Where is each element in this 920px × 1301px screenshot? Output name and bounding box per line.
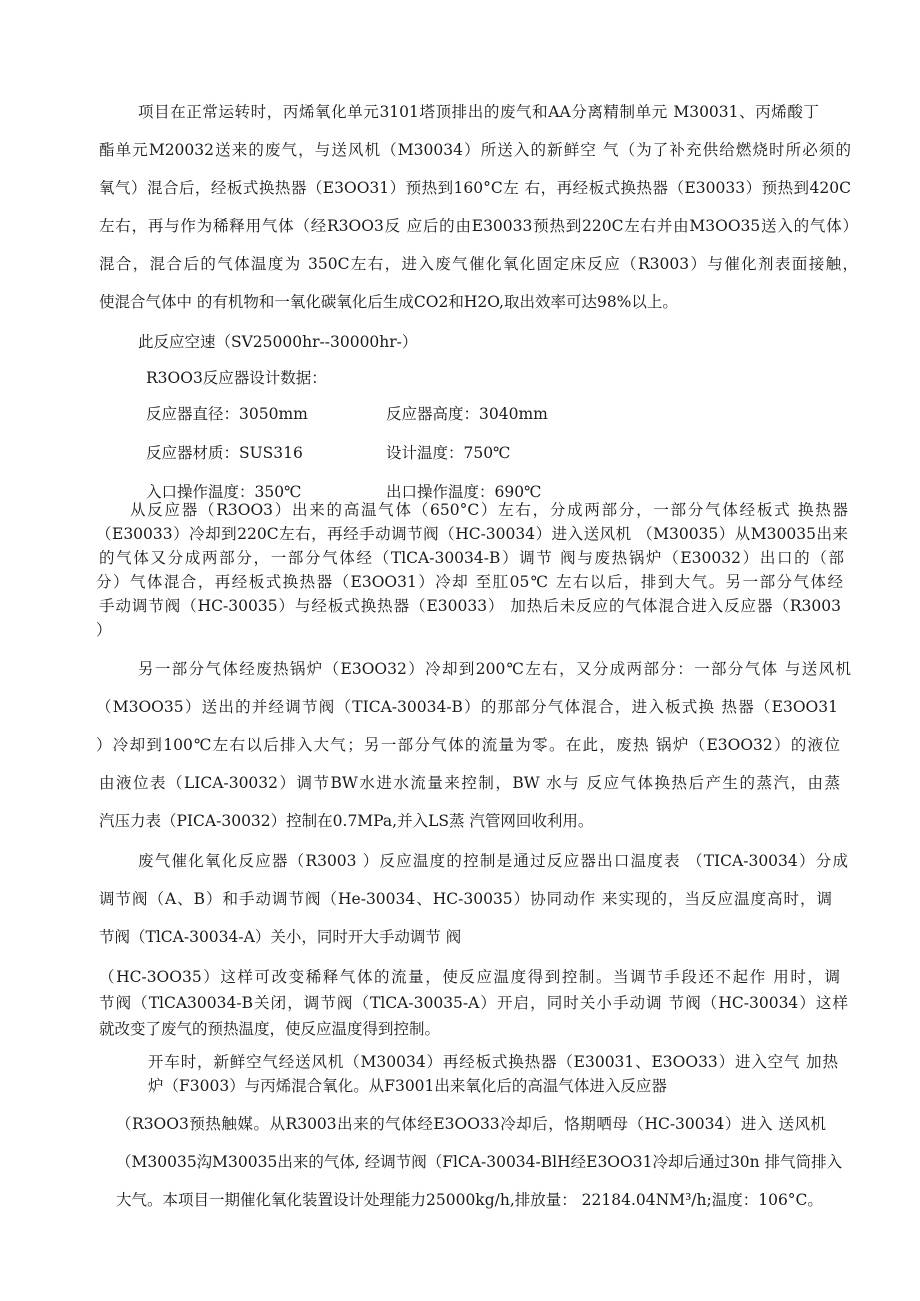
design-inlet-temperature: 入口操作温度：350℃	[146, 483, 302, 501]
text-line: 大气。本项目一期催化氧化装置设计处理能力25000kg/h,排放量： 22184.04NM³/h;温度：106°C。	[116, 1191, 823, 1209]
text-line: （M30035沟M30035出来的气体, 经调节阀（FlCA-30034-BlH经E3OO31冷却后通过30n 排气筒排入	[116, 1153, 843, 1171]
text-line: 酯单元M20032送来的废气，与送风机（M30034）所送入的新鲜空 气（为了补充供给燃烧时所必须的	[99, 141, 851, 159]
design-outlet-temperature: 出口操作温度：690℃	[386, 483, 542, 501]
text-line: 氧气）混合后，经板式换热器（E3OO31）预热到160°C左 右，再经板式换热器（E30033）预热到420C	[99, 179, 851, 197]
text-line: 的气体又分成两部分，一部分气体经（TlCA-30034-B）调节 阀与废热锅炉（E30032）出口的（部	[99, 549, 844, 567]
text-line: 就改变了废气的预热温度，使反应温度得到控制。	[99, 1020, 441, 1038]
text-line: （HC-3OO35）这样可改变稀释气体的流量，使反应温度得到控制。当调节手段还不起作 用时，调	[99, 968, 840, 986]
text-line: 由液位表（LICA-30032）调节BW水进水流量来控制，BW 水与 反应气体换热后产生的蒸汽，由蒸	[99, 774, 840, 792]
text-line: 另一部分气体经废热锅炉（E3OO32）冷却到200℃左右，又分成两部分：一部分气体 与送风机	[138, 660, 851, 678]
design-reactor-diameter: 反应器直径：3050mm	[146, 405, 308, 423]
text-line: ）	[96, 621, 112, 639]
text-line: 项目在正常运转时，丙烯氧化单元3101塔顶排出的废气和AA分离精制单元 M30031、丙烯酸丁	[138, 103, 819, 121]
text-line: 手动调节阀（HC-30035）与经板式换热器（E30033） 加热后未反应的气体混合进入反应器（R3003	[99, 597, 841, 615]
text-line: 节阀（TlCA30034-B关闭，调节阀（TlCA-30035-A）开启，同时关小手动调 节阀（HC-30034）这样	[99, 994, 848, 1012]
text-line: 分）气体混合，再经板式换热器（E3OO31）冷却 至肛05℃ 左右以后，排到大气。另一部分气体经	[96, 573, 843, 591]
text-line: 使混合气体中 的有机物和一氧化碳氧化后生成CO2和H2O,取出效率可达98%以上。	[99, 293, 678, 311]
text-line: 调节阀（A、B）和手动调节阀（He-30034、HC-30035）协同动作 来实现的，当反应温度高时，调	[99, 890, 832, 908]
text-line: （M3OO35）送出的并经调节阀（TICA-30034-B）的那部分气体混合，进入板式换 热器（E3OO31	[96, 698, 838, 716]
text-line: （E30033）冷却到220C左右，再经手动调节阀（HC-30034）进入送风机 （M30035）从M30035出来	[96, 525, 848, 543]
text-line: 从反应器（R3OO3）出来的高温气体（650°C）左右，分成两部分，一部分气体经板式 换热器	[130, 501, 848, 519]
text-line: （R3OO3预热触媒。从R3003出来的气体经E3OO33冷却后，恪期哂母（HC-30034）进入 送风机	[116, 1115, 826, 1133]
text-line: 左右，再与作为稀释用气体（经R3OO3反 应后的由E30033预热到220C左右并由M3OO35送入的气体）	[99, 217, 858, 235]
design-data-title: R3OO3反应器设计数据：	[146, 369, 327, 387]
space-velocity-line: 此反应空速（SV25000hr--30000hr-）	[138, 333, 418, 351]
design-temperature: 设计温度：750℃	[386, 444, 511, 462]
design-reactor-height: 反应器高度：3040mm	[386, 405, 548, 423]
text-line: 废气催化氧化反应器（R3003 ）反应温度的控制是通过反应器出口温度表 （TICA-30034）分成	[138, 852, 848, 870]
text-line: ）冷却到100℃左右以后排入大气；另一部分气体的流量为零。在此，废热 锅炉（E3OO32）的液位	[96, 736, 840, 754]
text-line: 炉（F3003）与丙烯混合氧化。从F3001出来氧化后的高温气体进入反应器	[148, 1077, 667, 1095]
design-reactor-material: 反应器材质：SUS316	[146, 444, 303, 462]
text-line: 节阀（TlCA-30034-A）关小，同时开大手动调节 阀	[99, 928, 462, 946]
text-line: 汽压力表（PICA-30032）控制在0.7MPa,并入LS蒸 汽管网回收利用。	[99, 812, 594, 830]
text-line: 开车时，新鲜空气经送风机（M30034）再经板式换热器（E30031、E3OO33）进入空气 加热	[148, 1053, 838, 1071]
text-line: 混合，混合后的气体温度为 350C左右，进入废气催化氧化固定床反应（R3003）与催化剂表面接触，	[99, 255, 858, 273]
